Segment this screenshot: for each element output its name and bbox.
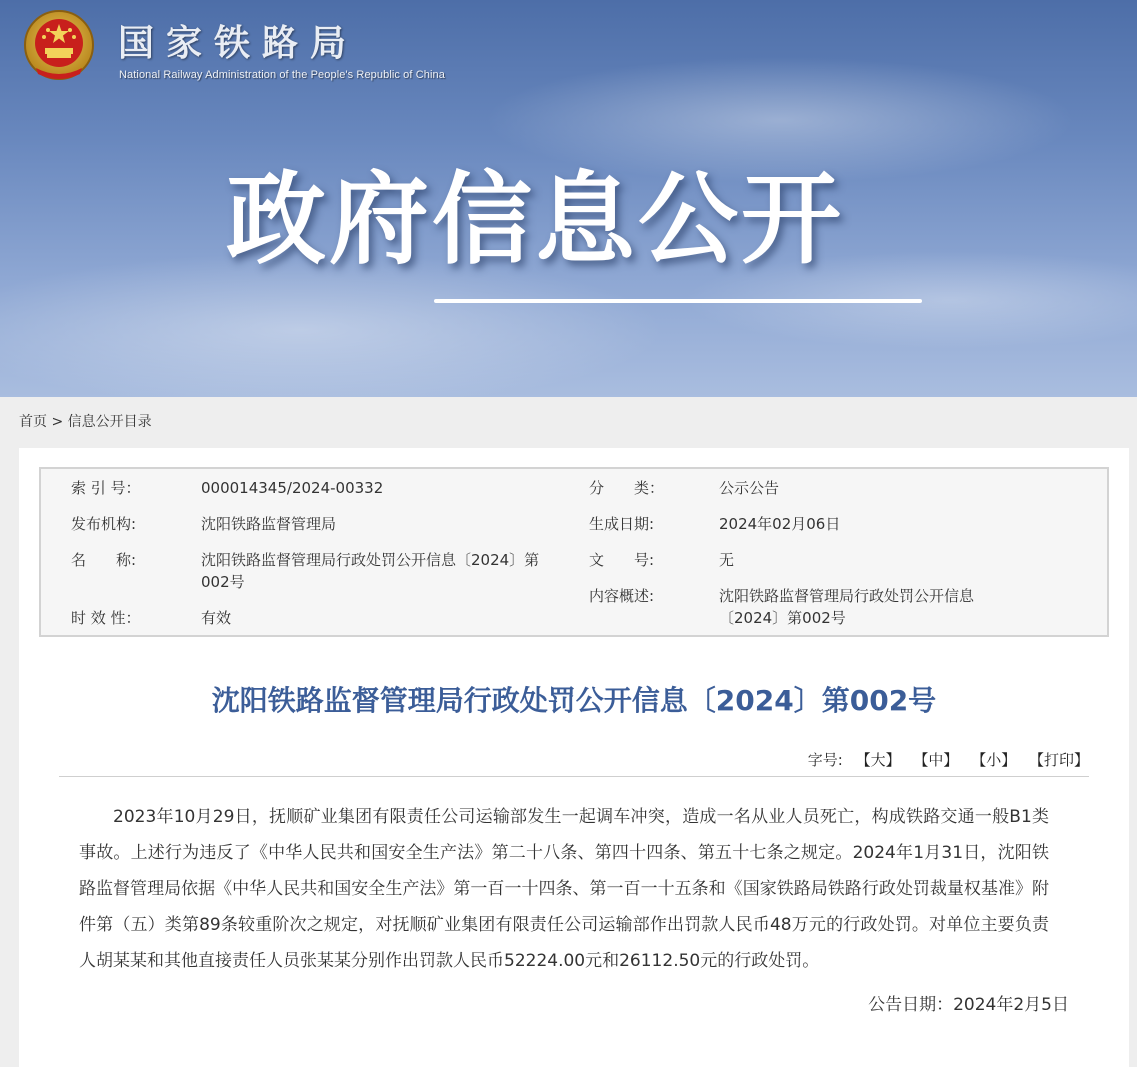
content-panel [19,448,1129,1067]
notice-date: 公告日期：2024年2月5日 [868,995,1069,1015]
publisher-value: 沈阳铁路监督管理局 [201,515,337,533]
category-value: 公示公告 [719,479,780,497]
font-size-toolbar [808,748,1089,772]
font-size-label: 字号: [807,751,843,769]
document-title: 沈阳铁路监督管理局行政处罚公开信息〔2024〕第002号 [211,684,937,717]
index-value: 000014345/2024-00332 [201,479,384,497]
breadcrumb-current-link[interactable]: 信息公开目录 [67,414,152,430]
breadcrumb-home-link[interactable]: 首页 [19,414,47,430]
validity-value: 有效 [201,609,232,627]
print-button[interactable]: 【打印】 [1028,751,1089,769]
name-label: 名 称: [71,551,137,569]
banner-title: 政府信息公开 [226,161,844,278]
date-value: 2024年02月06日 [719,515,841,533]
metadata-table [39,467,1109,637]
validity-label: 时 效 性： [71,609,141,627]
name-value: 沈阳铁路监督管理局行政处罚公开信息〔2024〕第002号 [201,551,540,591]
site-name-english: National Railway Administration of the People's Republic of China [119,69,445,81]
site-name[interactable]: 国家铁路局 [118,23,359,64]
breadcrumb [19,412,152,432]
summary-value: 沈阳铁路监督管理局行政处罚公开信息〔2024〕第002号 [719,587,975,627]
font-small-button[interactable]: 【小】 [971,751,1017,769]
font-medium-button[interactable]: 【中】 [913,751,959,769]
date-label: 生成日期: [589,515,655,533]
docno-value: 无 [719,551,735,569]
banner-underline [434,299,922,303]
title-divider [59,776,1089,777]
header-banner [0,0,1137,397]
breadcrumb-separator: > [51,414,64,430]
font-large-button[interactable]: 【大】 [855,751,901,769]
index-label: 索 引 号： [71,479,141,497]
publisher-label: 发布机构: [71,515,137,533]
national-emblem-icon [22,8,96,84]
summary-label: 内容概述: [589,587,655,605]
document-body: 2023年10月29日，抚顺矿业集团有限责任公司运输部发生一起调车冲突，造成一名从业人员死亡，构成铁路交通一般B1类事故。上述行为违反了《中华人民共和国安全生产法》第二十八条、第四十四条、第五十七条之规定。2024年1月31日，沈阳铁路监督管理局依据《中华人民共和国安全生产法》第一百一十四条、第一百一十五条和《国家铁路局铁路行政处罚裁量权基准》附件第（五）类第89条较重阶次之规定，对抚顺矿业集团有限责任公司运输部作出罚款人民币48万元的行政处罚。对单位主要负责人胡某某和其他直接责任人员张某某分别作出罚款人民币52224.00元和26112.50元的行政处罚。 [79,807,1049,971]
category-label: 分 类： [589,479,665,497]
docno-label: 文 号: [589,551,655,569]
